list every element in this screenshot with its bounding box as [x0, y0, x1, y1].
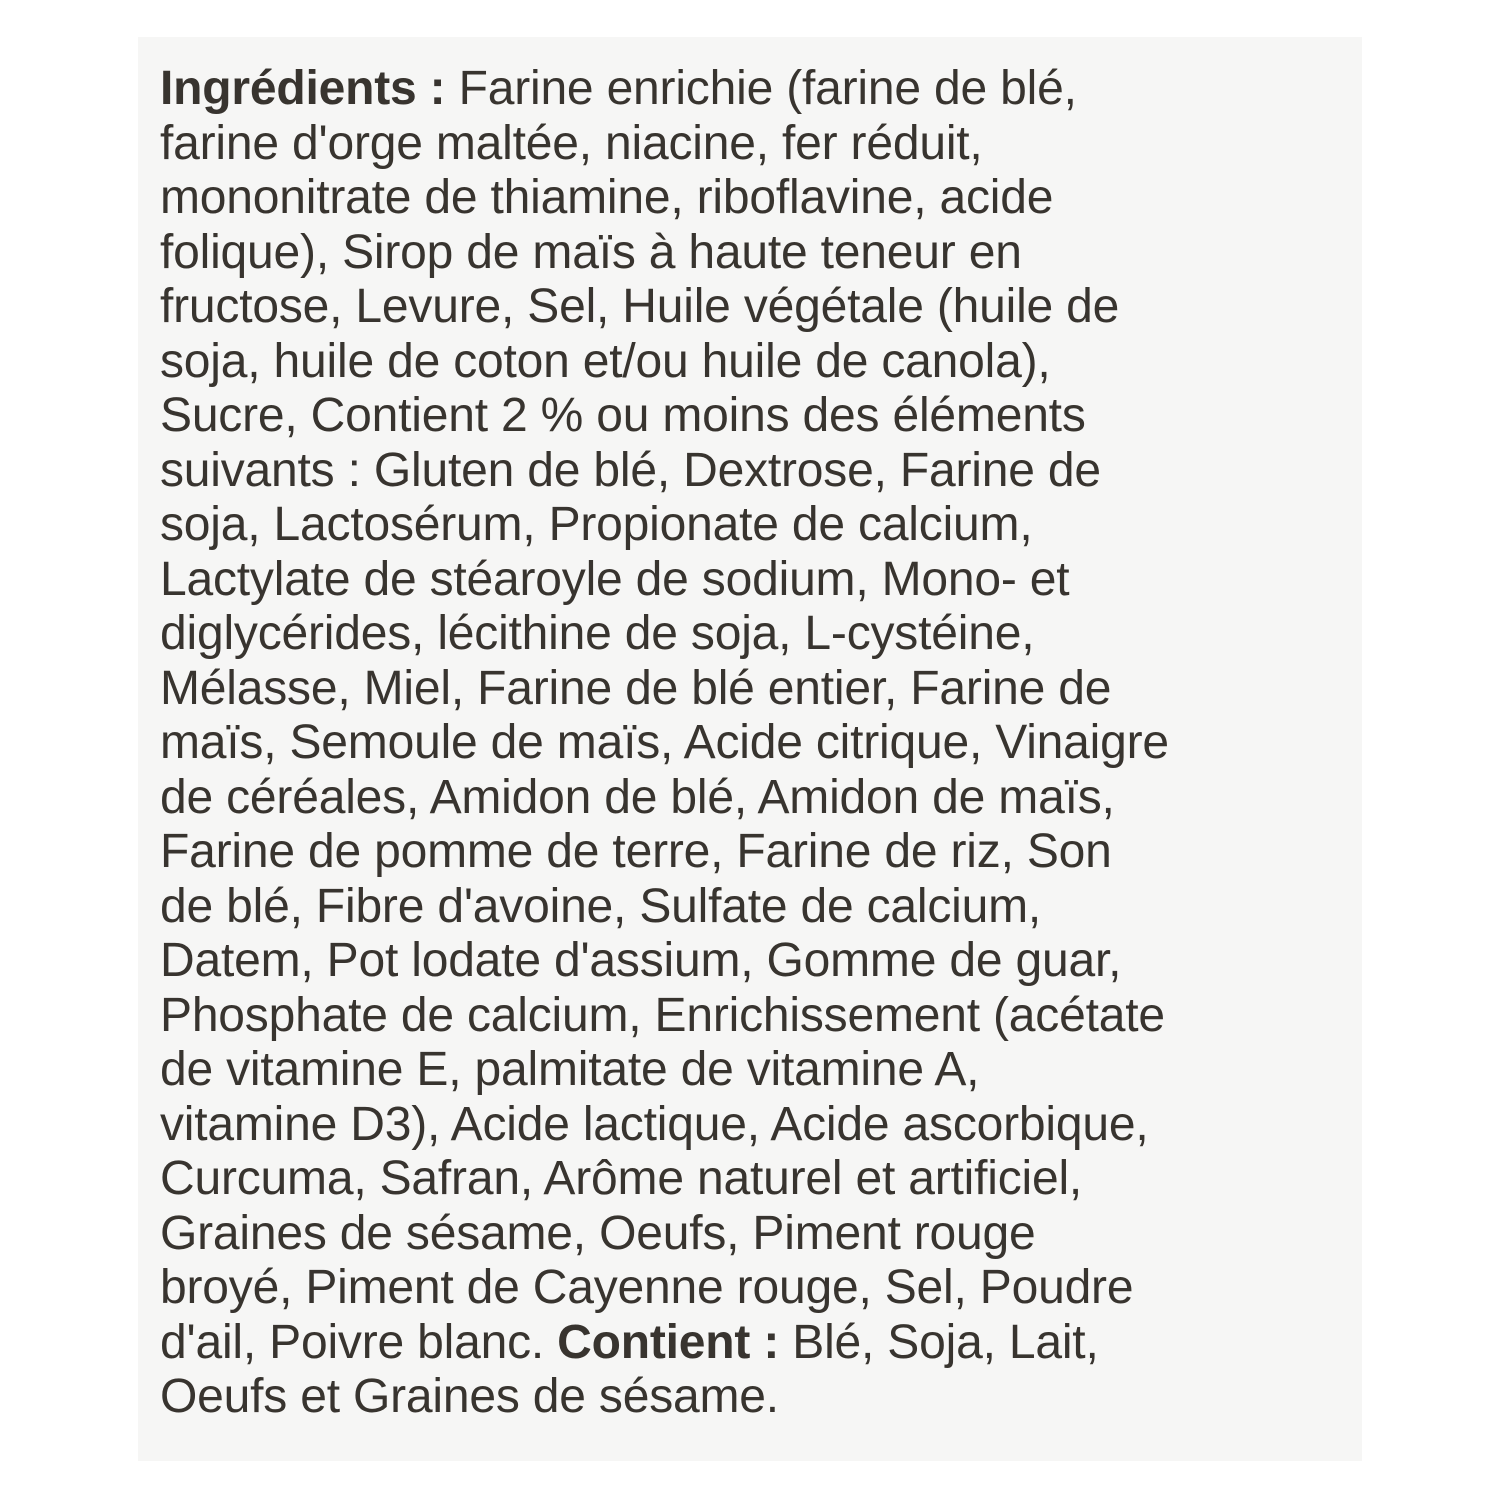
ingredients-line: Lactylate de stéaroyle de sodium, Mono- et [160, 552, 1070, 606]
ingredients-line: de blé, Fibre d'avoine, Sulfate de calcium, [160, 879, 1042, 933]
ingredients-line: maïs, Semoule de maïs, Acide citrique, Vinaigre [160, 716, 1169, 769]
ingredients-line: d'ail, Poivre blanc. Contient : Blé, Soja, Lait, [160, 1315, 1099, 1369]
ingredients-line: Datem, Pot lodate d'assium, Gomme de guar, [160, 934, 1122, 987]
ingredients-list [160, 62, 1360, 1425]
ingredients-line: farine d'orge maltée, niacine, fer réduit, [160, 116, 983, 170]
ingredients-line: diglycérides, lécithine de soja, L-cystéine, [160, 607, 1035, 660]
ingredients-line: de vitamine E, palmitate de vitamine A, [160, 1043, 980, 1096]
ingredients-line: Graines de sésame, Oeufs, Piment rouge [160, 1206, 1036, 1260]
ingredients-line: Farine de pomme de terre, Farine de riz, Son [160, 825, 1112, 878]
ingredients-line: Mélasse, Miel, Farine de blé entier, Farine de [160, 661, 1112, 715]
ingredients-line: Sucre, Contient 2 % ou moins des éléments [160, 389, 1086, 442]
ingredients-line: broyé, Piment de Cayenne rouge, Sel, Poudre [160, 1261, 1134, 1314]
ingredients-line: de céréales, Amidon de blé, Amidon de maïs, [160, 770, 1115, 824]
ingredients-line: mononitrate de thiamine, riboflavine, acide [160, 171, 1054, 224]
ingredients-line: Oeufs et Graines de sésame. [160, 1370, 779, 1423]
ingredients-heading: Ingrédients : [160, 62, 446, 115]
ingredients-line: Curcuma, Safran, Arôme naturel et artificiel, [160, 1152, 1083, 1205]
ingredients-line: suivants : Gluten de blé, Dextrose, Farine de [160, 443, 1101, 497]
ingredients-line: soja, Lactosérum, Propionate de calcium, [160, 498, 1033, 551]
ingredients-line: fructose, Levure, Sel, Huile végétale (huile de [160, 280, 1120, 333]
ingredients-line: folique), Sirop de maïs à haute teneur en [160, 225, 1022, 279]
ingredients-line: Phosphate de calcium, Enrichissement (acétate [160, 988, 1165, 1042]
ingredients-line: Ingrédients : Farine enrichie (farine de blé, [160, 62, 1077, 115]
ingredients-line: vitamine D3), Acide lactique, Acide ascorbique, [160, 1097, 1149, 1151]
allergen-heading: Contient : [557, 1315, 780, 1369]
ingredients-line: soja, huile de coton et/ou huile de canola), [160, 334, 1051, 388]
